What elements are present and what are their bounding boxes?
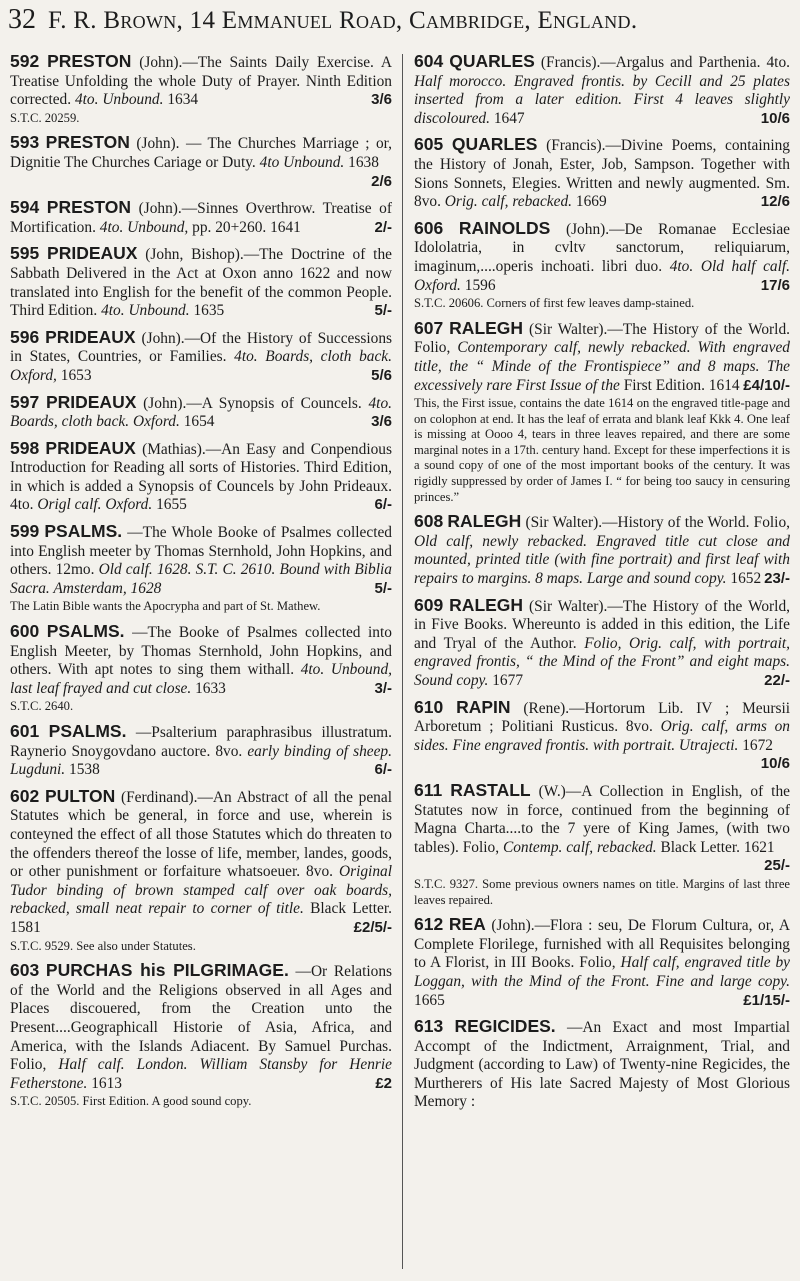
entry-price: £2: [375, 1074, 392, 1092]
entry-binding: Half calf, engraved title by Loggan, with the Mind of the Front. Fine and large copy.: [414, 954, 790, 990]
entry-price: 6/-: [374, 761, 392, 779]
entry-binding: Folio, Orig. calf, with portrait, engraved frontis, “ the Mind of the Front” and eight maps. Sound copy.: [414, 634, 790, 689]
entry-description: (Rene).—Hortorum Lib. IV ; Meursii Arboretum ; Politiani Rusticus. 8vo.: [414, 699, 790, 736]
entry-binding: 4to. Boards, cloth back. Oxford,: [10, 348, 392, 384]
entry-description: —Or Relations of the World and the Religions observed in all Ages and Places discouered, from the Creation unto the Present....Geographicall Historie of Asia, Africa, and America, with the Islands Adiacent. By Samuel Purchas. Folio,: [10, 963, 392, 1074]
page-title: F. R. Brown, 14 Emmanuel Road, Cambridge, England.: [48, 7, 638, 34]
entry-description: (John).—A Synopsis of Councels.: [143, 394, 362, 412]
entry-heading: RALEGH: [447, 511, 522, 532]
entry-note: S.T.C. 20259.: [10, 110, 80, 125]
entry-binding: 4to. Unbound.: [74, 91, 164, 109]
entry-price: £4/10/-: [743, 376, 790, 394]
entry-heading: RASTALL: [450, 779, 531, 800]
entry-description: —The Whole Booke of Psalmes collected into English meeter by Thomas Sternhold, John Hopkins, and others. 12mo.: [10, 524, 392, 579]
entry-number: 600: [10, 621, 40, 642]
entry-heading: PRIDEAUX: [47, 243, 138, 264]
entry-binding: Orig. calf, rebacked.: [444, 193, 573, 211]
entry-date: 1672: [742, 736, 773, 754]
entry-number: 592: [10, 52, 40, 71]
entry-binding: Contemp. calf, rebacked.: [502, 838, 657, 856]
entry-heading: PRIDEAUX: [45, 391, 137, 412]
entry-binding: early binding of sheep. Lugduni.: [10, 742, 392, 779]
entry-number: 607: [414, 317, 444, 338]
catalogue-entry: [414, 698, 790, 774]
entry-binding: Half calf. London. William Stansby for Henrie Fetherstone.: [10, 1056, 392, 1092]
entry-date: 1653: [60, 366, 92, 384]
entry-date: 1634: [167, 91, 199, 109]
entry-price: 5/-: [374, 302, 392, 320]
entry-binding: Contemporary calf, newly rebacked. With engraved title, the “ Minde of the Frontispiece” and 8 maps. The excessively rare First Issue of the: [414, 339, 790, 394]
entry-description: (John).—Of the History of Successions in States, Countries, or Families.: [10, 329, 392, 366]
entry-heading: PSALMS.: [44, 521, 123, 542]
entry-number: 596: [10, 326, 40, 347]
catalogue-entry: [414, 219, 790, 312]
entry-heading: PRIDEAUX: [45, 437, 136, 458]
entry-heading: RAINOLDS: [458, 217, 551, 238]
entry-description: (John).—De Romanae Ecclesiae Idololatria, in cvltv sanctorum, reliquiarum, imaginum,....operis inchoati. libri duo.: [414, 220, 790, 275]
page-header: [8, 4, 792, 52]
entry-binding: 4to Unbound.: [259, 153, 345, 171]
entry-description: (Sir Walter).—The History of the World, in Five Books. Whereunto is added in this edition, the Life and Tryal of the Author.: [414, 597, 790, 652]
entry-price: 3/6: [371, 91, 392, 109]
entry-price: 5/6: [371, 366, 392, 384]
catalogue-entry: [10, 244, 392, 320]
entry-binding: 4to. Unbound,: [99, 218, 189, 236]
catalogue-entry: [414, 915, 790, 1010]
catalogue-entry: [414, 52, 790, 128]
entry-price: 6/-: [374, 496, 392, 514]
catalogue-entry: [414, 135, 790, 211]
entry-description: (Ferdinand).—An Abstract of all the penal Statutes which be general, in force and use, wherein is conteyned the effect of all those Statutes which do threaten to the offenders thereof the losse of life, member, landes, goods, or other punishment or forfaiture whatsoeuer. 8vo.: [10, 788, 392, 881]
entry-description: —An Exact and most Impartial Accompt of the Indictment, Arraignment, Trial, and Judgment (according to Law) of Twenty-nine Regicides, the Murtherers of His late Sacred Majesty of Most Glorious Memory :: [414, 1019, 790, 1111]
entry-heading: PRESTON: [47, 52, 132, 71]
entry-description: (John).—The Saints Daily Exercise. A Treatise Unfolding the whole Duty of Prayer. Ninth Edition corrected.: [10, 54, 392, 109]
catalogue-entry: [10, 787, 392, 954]
entry-number: 612: [414, 914, 444, 935]
entry-description: —The Booke of Psalmes collected into English Meeter, by Thomas Sternhold, John Hopkins, and others. With apt notes to sing them withall.: [10, 624, 392, 679]
entry-number: 605: [414, 134, 444, 155]
entry-description: (John). — The Churches Marriage ; or, Dignitie The Churches Cariage or Duty.: [10, 135, 392, 171]
entry-note: S.T.C. 9327. Some previous owners names on title. Margins of last three leaves repaired.: [414, 876, 790, 907]
column-divider: [402, 54, 403, 1269]
entry-heading: QUARLES: [449, 52, 535, 71]
entry-description: (John).—Sinnes Overthrow. Treatise of Mortification.: [10, 200, 392, 236]
entry-binding: 4to. Unbound.: [101, 302, 190, 320]
entry-binding: Old calf, newly rebacked. Engraved title cut close and mounted, printed title (with fine portrait) and first leaf with repairs to margins. 8 maps. Large and sound copy.: [414, 532, 790, 588]
entry-heading: PULTON: [44, 785, 116, 806]
entry-number: 599: [10, 521, 40, 542]
catalogue-entry: [10, 522, 392, 615]
catalogue-entry: [10, 722, 392, 780]
entry-heading: PSALMS.: [48, 721, 127, 741]
entry-price: £2/5/-: [353, 918, 392, 936]
entry-price: 10/6: [760, 109, 790, 127]
entry-price: 17/6: [760, 276, 790, 294]
entry-note: S.T.C. 20505. First Edition. A good sound copy.: [10, 1094, 252, 1109]
entry-number: 602: [10, 785, 40, 806]
entry-price: 25/-: [764, 857, 790, 875]
entry-note: The Latin Bible wants the Apocrypha and part of St. Mathew.: [10, 599, 321, 614]
entry-date: 1613: [91, 1074, 122, 1092]
entry-heading: RAPIN: [456, 696, 511, 717]
entry-date: First Edition. 1614: [623, 376, 740, 394]
catalogue-entry: [414, 512, 790, 588]
entry-binding: Old calf. 1628. S.T. C. 2610. Bound with Biblia Sacra. Amsterdam, 1628: [10, 561, 392, 597]
entry-number: 611: [414, 779, 443, 800]
entry-description: (Mathias).—An Easy and Conpendious Introduction for Reading all sorts of Histories. Third Edition, in which is added a Synopsis of Councels by John Prideaux. 4to.: [10, 440, 392, 514]
entry-number: 594: [10, 197, 40, 218]
entry-heading: PURCHAS his PILGRIMAGE.: [45, 960, 289, 981]
entry-binding: 4to. Unbound, last leaf frayed and cut close.: [10, 661, 392, 697]
entry-heading: PRESTON: [45, 132, 130, 153]
right-column: [414, 52, 790, 1272]
entry-number: 601: [10, 721, 40, 741]
entry-heading: QUARLES: [451, 134, 538, 155]
catalogue-entry: [10, 133, 392, 191]
entry-date: 1647: [493, 109, 525, 127]
entry-description: (Sir Walter).—The History of the World. Folio,: [414, 320, 790, 357]
entry-description: (John, Bishop).—The Doctrine of the Sabbath Delivered in the Act at Oxon anno 1622 and now translated into English for the benefit of the common People. Third Edition.: [10, 246, 392, 320]
entry-date: 1655: [156, 496, 187, 514]
entry-date: Black Letter. 1581: [10, 900, 392, 936]
entry-price: 3/6: [371, 413, 392, 431]
catalogue-entry: [414, 1017, 790, 1112]
catalogue-entry: [414, 781, 790, 908]
entry-binding: 4to. Boards, cloth back. Oxford.: [10, 394, 392, 431]
entry-date: Black Letter. 1621: [660, 838, 775, 856]
entry-binding: Orig. calf, arms on sides. Fine engraved frontis. with portrait. Utrajecti.: [414, 718, 790, 754]
entry-heading: PSALMS.: [46, 621, 125, 642]
entry-date: 1633: [195, 679, 226, 697]
catalogue-entry: [10, 198, 392, 237]
catalogue-entry: [10, 622, 392, 715]
entry-number: 608: [414, 511, 444, 532]
entry-price: 2/-: [374, 218, 392, 236]
entry-heading: PRIDEAUX: [45, 326, 136, 347]
entry-binding: 4to. Old half calf. Oxford.: [414, 257, 790, 294]
catalogue-entry: [10, 328, 392, 386]
catalogue-entry: [10, 439, 392, 515]
page-number: 32: [8, 4, 36, 35]
entry-binding: Original Tudor binding of brown stamped calf over oak boards, rebacked, small neat repair to corner of title.: [10, 863, 392, 918]
entry-heading: REA: [448, 914, 486, 935]
catalogue-entry: [10, 52, 392, 126]
entry-heading: REGICIDES.: [454, 1016, 556, 1037]
catalogue-entry: [10, 961, 392, 1110]
entry-date: 1538: [69, 761, 100, 779]
entry-note: S.T.C. 2640.: [10, 699, 74, 714]
catalogue-entry: [414, 319, 790, 506]
entry-price: 23/-: [764, 570, 790, 588]
left-column: [10, 52, 392, 1272]
entry-number: 604: [414, 52, 444, 71]
entry-date: 1677: [492, 672, 524, 689]
entry-number: 593: [10, 132, 40, 153]
catalogue-entry: [414, 596, 790, 691]
entry-description: (Sir Walter).—History of the World. Folio,: [525, 514, 790, 532]
entry-date: 1654: [183, 413, 215, 431]
entry-description: (John).—Flora : seu, De Florum Cultura, or, A Complete Florilege, furnished with all Requisites belonging to A Florist, in III Books. Folio,: [414, 917, 790, 972]
entry-heading: PRESTON: [46, 197, 132, 218]
entry-date: 1638: [348, 153, 379, 171]
entry-number: 597: [10, 391, 40, 412]
entry-note: S.T.C. 20606. Corners of first few leaves damp-stained.: [414, 296, 695, 311]
entry-number: 603: [10, 960, 40, 981]
entry-description: —Psalterium paraphrasibus illustratum. Raynerio Snoygovdano auctore. 8vo.: [10, 724, 392, 760]
entry-price: 2/6: [371, 172, 392, 190]
entry-date: 1596: [464, 276, 496, 294]
entry-date: 1635: [193, 302, 225, 320]
entry-description: (Francis).—Argalus and Parthenia. 4to.: [540, 54, 790, 71]
entry-binding: Half morocco. Engraved frontis. by Cecill and 25 plates inserted from a later edition. First 4 leaves slightly discoloured.: [414, 72, 790, 127]
entry-note: S.T.C. 9529. See also under Statutes.: [10, 938, 196, 953]
entry-description: (Francis).—Divine Poems, containing the History of Jonah, Ester, Job, Sampson. Together with Sions Sonnets, Elegies. Written and newly augmented. Sm. 8vo.: [414, 137, 790, 211]
entry-binding: Origl calf. Oxford.: [37, 496, 153, 514]
entry-date: 1669: [575, 193, 607, 211]
entry-heading: RALEGH: [449, 594, 524, 615]
entry-date: 1665: [414, 991, 445, 1009]
entry-heading: RALEGH: [449, 317, 524, 338]
entry-price: 3/-: [374, 679, 392, 697]
entry-date: pp. 20+260. 1641: [192, 218, 301, 236]
entry-price: 22/-: [764, 672, 790, 689]
entry-note: This, the First issue, contains the date 1614 on the engraved title-page and on colophon at end. It has the leaf of errata and blank leaf Kkk 4. One leaf is missing at Oooo 4, tears in three leaves repaired, and there are some marginal notes in a 17th. century hand. Except for these imperfections it is a sound copy of one of the most important books of the century. It was rigidly suppressed by order of James I. “ for being too saucy in censuring princes.”: [414, 396, 790, 504]
entry-price: £1/15/-: [743, 991, 790, 1009]
entry-number: 610: [414, 696, 444, 717]
entry-number: 606: [414, 217, 444, 238]
entry-number: 598: [10, 437, 40, 458]
entry-date: 1652: [730, 570, 762, 588]
entry-number: 595: [10, 243, 40, 264]
catalogue-entry: [10, 393, 392, 432]
entry-number: 613: [414, 1016, 444, 1037]
entry-price: 5/-: [374, 579, 392, 597]
entry-price: 12/6: [760, 193, 790, 211]
entry-price: 10/6: [760, 755, 790, 773]
entry-number: 609: [414, 594, 444, 615]
entry-description: (W.)—A Collection in English, of the Statutes now in force, continued from the beginning of Magna Charta....to the 7 yere of King James, (with two tables). Folio,: [414, 782, 790, 856]
